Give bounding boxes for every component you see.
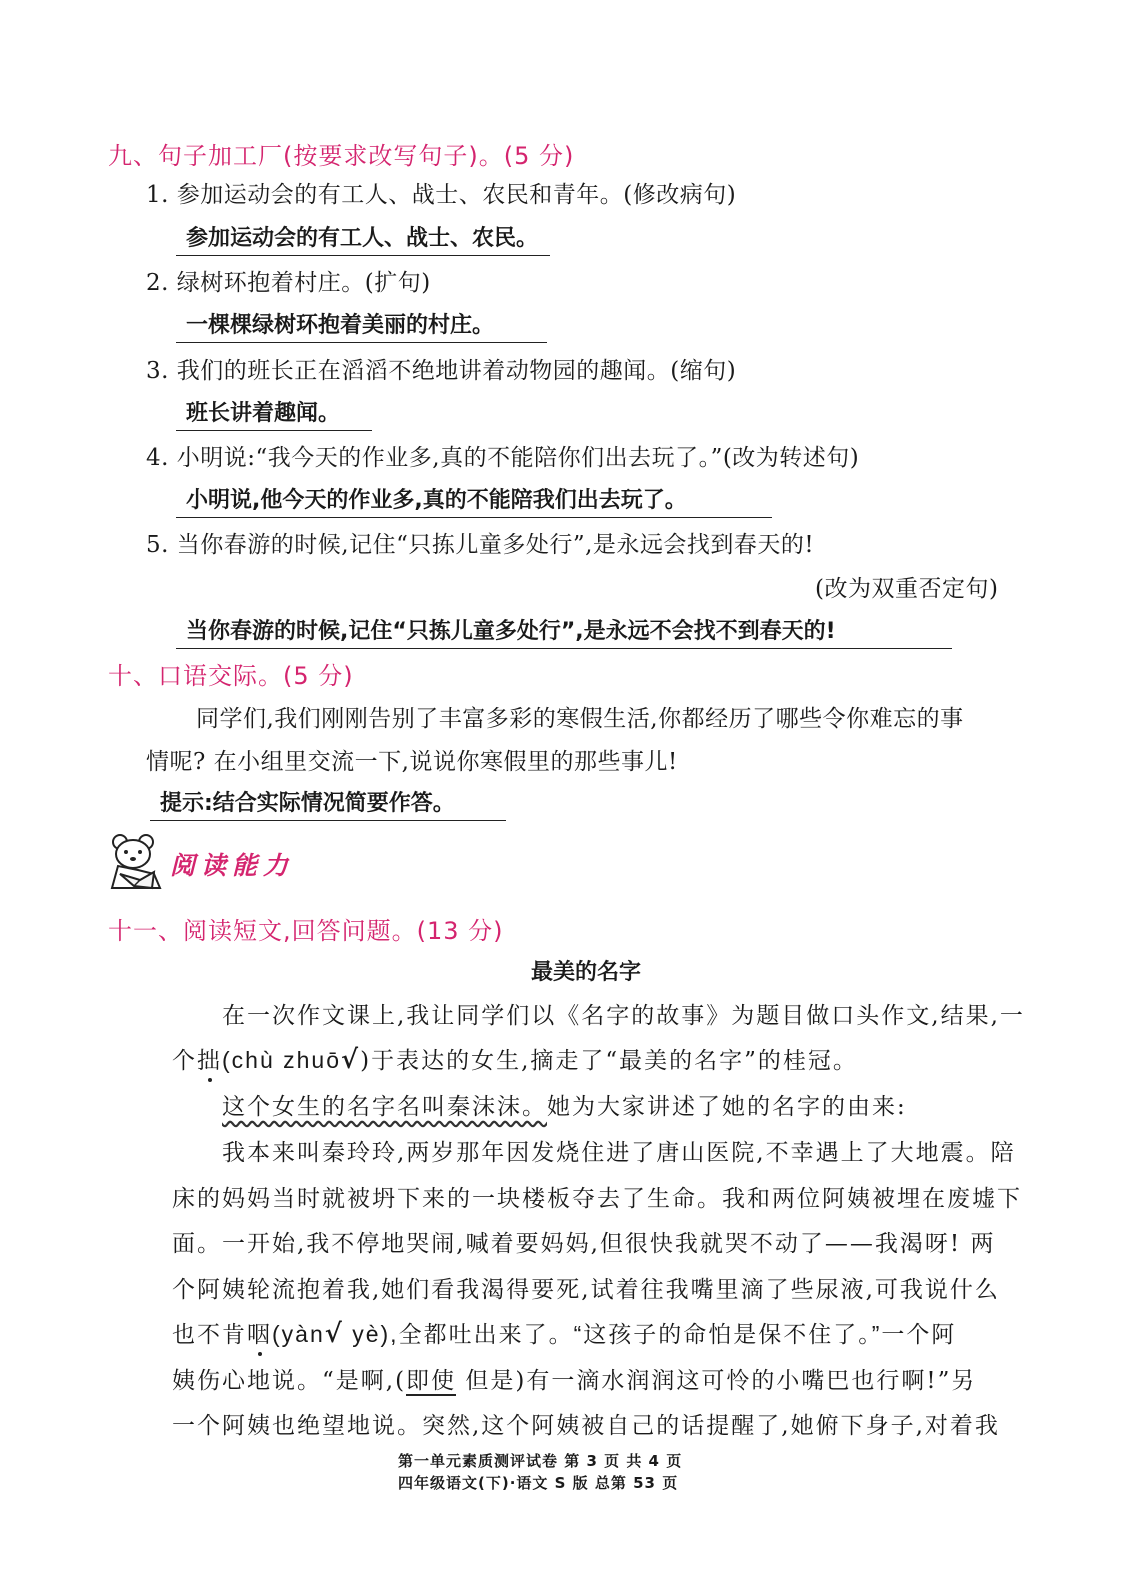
pinyin-choice: (yàn	[272, 1321, 325, 1347]
section-11-heading: 十一、阅读短文,回答问题。(13 分)	[108, 917, 504, 945]
section-10-text-line-2: 情呢? 在小组里交流一下,说说你寒假里的那些事儿!	[146, 749, 678, 775]
pinyin-choice: (chù zhuō	[222, 1047, 342, 1073]
passage-line-2: 个拙(chù zhuō√)于表达的女生,摘走了“最美的名字”的桂冠。	[172, 1045, 858, 1075]
passage-title: 最美的名字	[531, 960, 642, 985]
answer-2: 一棵棵绿树环抱着美丽的村庄。	[176, 308, 547, 343]
dotted-char: 咽	[247, 1322, 272, 1348]
reading-ability-banner: 阅读能力	[170, 851, 295, 880]
section-10-text-line-1: 同学们,我们刚刚告别了丰富多彩的寒假生活,你都经历了哪些令你难忘的事	[196, 706, 964, 732]
passage-line-7: 个阿姨轮流抱着我,她们看我渴得要死,试着往我嘴里滴了些尿液,可我说什么	[172, 1277, 1000, 1303]
question-3: 3. 我们的班长正在滔滔不绝地讲着动物园的趣闻。(缩句)	[146, 358, 737, 384]
bear-reading-icon	[104, 830, 166, 892]
section-10-heading: 十、口语交际。(5 分)	[108, 662, 354, 690]
passage-line-4: 我本来叫秦玲玲,两岁那年因发烧住进了唐山医院,不幸遇上了大地震。陪	[222, 1140, 1016, 1166]
passage-line-6: 面。一开始,我不停地哭闹,喊着要妈妈,但很快我就哭不动了——我渴呀! 两	[172, 1231, 996, 1257]
footer-line-2: 四年级语文(下)·语文 S 版 总第 53 页	[398, 1474, 679, 1492]
passage-line-10: 一个阿姨也绝望地说。突然,这个阿姨被自己的话提醒了,她俯下身子,对着我	[172, 1413, 1000, 1439]
answer-4: 小明说,他今天的作业多,真的不能陪我们出去玩了。	[176, 483, 772, 518]
answer-1: 参加运动会的有工人、战士、农民。	[176, 221, 550, 256]
section-10-answer: 提示:结合实际情况简要作答。	[150, 786, 506, 821]
question-4: 4. 小明说:“我今天的作业多,真的不能陪你们出去玩了。”(改为转述句)	[146, 445, 860, 471]
check-mark: √	[341, 1045, 361, 1075]
dotted-char: 拙	[197, 1048, 222, 1074]
question-5-note: (改为双重否定句)	[815, 576, 999, 602]
answer-5: 当你春游的时候,记住“只拣儿童多处行”,是永远不会找不到春天的!	[176, 614, 952, 649]
passage-line-8: 也不肯咽(yàn√ yè),全都吐出来了。“这孩子的命怕是保不住了。”一个阿	[172, 1319, 957, 1349]
passage-line-3: 这个女生的名字名叫秦沫沫。她为大家讲述了她的名字的由来:	[222, 1094, 907, 1120]
question-1: 1. 参加运动会的有工人、战士、农民和青年。(修改病句)	[146, 182, 737, 208]
answer-3: 班长讲着趣闻。	[176, 396, 372, 431]
check-mark: √	[324, 1319, 344, 1349]
section-9-heading: 九、句子加工厂(按要求改写句子)。(5 分)	[108, 142, 575, 170]
wavy-underlined-sentence: 这个女生的名字名叫秦沫沫。	[222, 1094, 547, 1120]
footer-line-1: 第一单元素质测评试卷 第 3 页 共 4 页	[398, 1452, 683, 1470]
chosen-word: 即使	[406, 1368, 457, 1394]
question-2: 2. 绿树环抱着村庄。(扩句)	[146, 270, 431, 296]
passage-line-5: 床的妈妈当时就被坍下来的一块楼板夺去了生命。我和两位阿姨被埋在废墟下	[172, 1186, 1022, 1212]
passage-line-9: 姨伤心地说。“是啊,(即使 但是)有一滴水润润这可怜的小嘴巴也行啊!”另	[172, 1368, 977, 1394]
passage-line-1: 在一次作文课上,我让同学们以《名字的故事》为题目做口头作文,结果,一	[222, 1003, 1025, 1029]
question-5: 5. 当你春游的时候,记住“只拣儿童多处行”,是永远会找到春天的!	[146, 532, 815, 558]
